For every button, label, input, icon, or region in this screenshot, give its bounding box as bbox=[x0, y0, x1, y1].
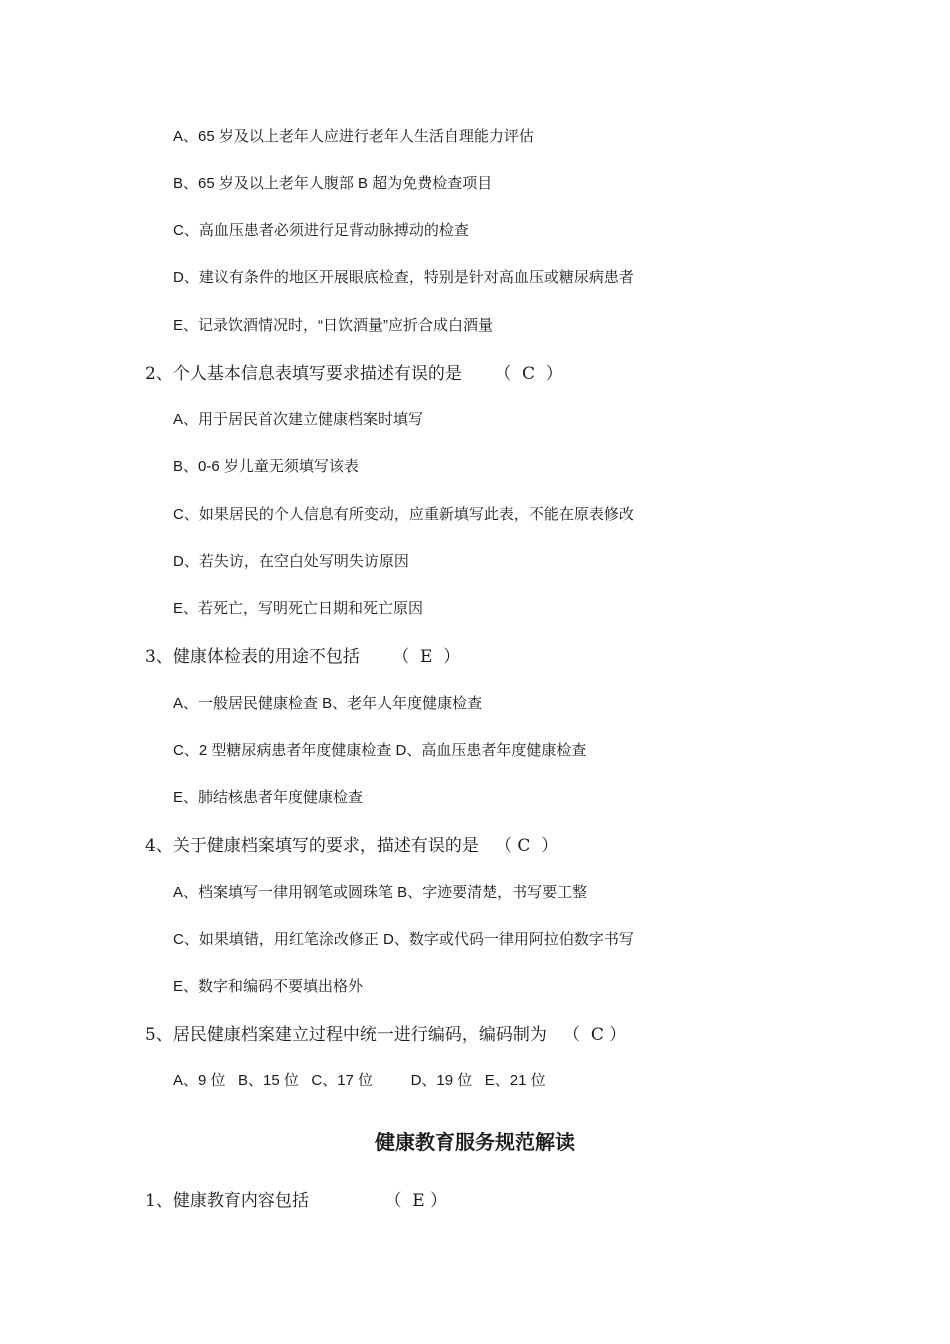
q4-option-e: E、数字和编码不要填出格外 bbox=[173, 978, 364, 995]
q1-option-a: A、65 岁及以上老年人应进行老年人生活自理能力评估 bbox=[173, 128, 534, 145]
section-question-1: 1、健康教育内容包括 （ E ） bbox=[145, 1191, 448, 1211]
q5-options: A、9 位 B、15 位 C、17 位 D、19 位 E、21 位 bbox=[173, 1072, 546, 1089]
question-2: 2、个人基本信息表填写要求描述有误的是 （ C ） bbox=[145, 364, 563, 384]
q3-option-ab: A、一般居民健康检查 B、老年人年度健康检查 bbox=[173, 695, 483, 712]
q2-option-a: A、用于居民首次建立健康档案时填写 bbox=[173, 411, 424, 428]
question-4: 4、关于健康档案填写的要求，描述有误的是 （ C ） bbox=[145, 836, 559, 856]
q3-option-cd: C、2 型糖尿病患者年度健康检查 D、高血压患者年度健康检查 bbox=[173, 742, 587, 759]
question-3: 3、健康体检表的用途不包括 （ E ） bbox=[145, 647, 461, 667]
q1-option-b: B、65 岁及以上老年人腹部 B 超为免费检查项目 bbox=[173, 175, 493, 192]
q4-option-ab: A、档案填写一律用钢笔或圆珠笔 B、字迹要清楚，书写要工整 bbox=[173, 884, 588, 901]
section-title: 健康教育服务规范解读 bbox=[375, 1130, 575, 1154]
question-5: 5、居民健康档案建立过程中统一进行编码，编码制为 （ C ） bbox=[145, 1025, 627, 1045]
q1-option-c: C、高血压患者必须进行足背动脉搏动的检查 bbox=[173, 222, 469, 239]
q2-option-e: E、若死亡，写明死亡日期和死亡原因 bbox=[173, 600, 424, 617]
q2-option-c: C、如果居民的个人信息有所变动，应重新填写此表，不能在原表修改 bbox=[173, 506, 634, 523]
q1-option-d: D、建议有条件的地区开展眼底检查，特别是针对高血压或糖尿病患者 bbox=[173, 269, 634, 286]
q2-option-b: B、0-6 岁儿童无须填写该表 bbox=[173, 458, 359, 475]
q2-option-d: D、若失访，在空白处写明失访原因 bbox=[173, 553, 409, 570]
q3-option-e: E、肺结核患者年度健康检查 bbox=[173, 789, 364, 806]
q4-option-cd: C、如果填错，用红笔涂改修正 D、数字或代码一律用阿拉伯数字书写 bbox=[173, 931, 634, 948]
q1-option-e: E、记录饮酒情况时，“日饮酒量”应折合成白酒量 bbox=[173, 317, 493, 334]
